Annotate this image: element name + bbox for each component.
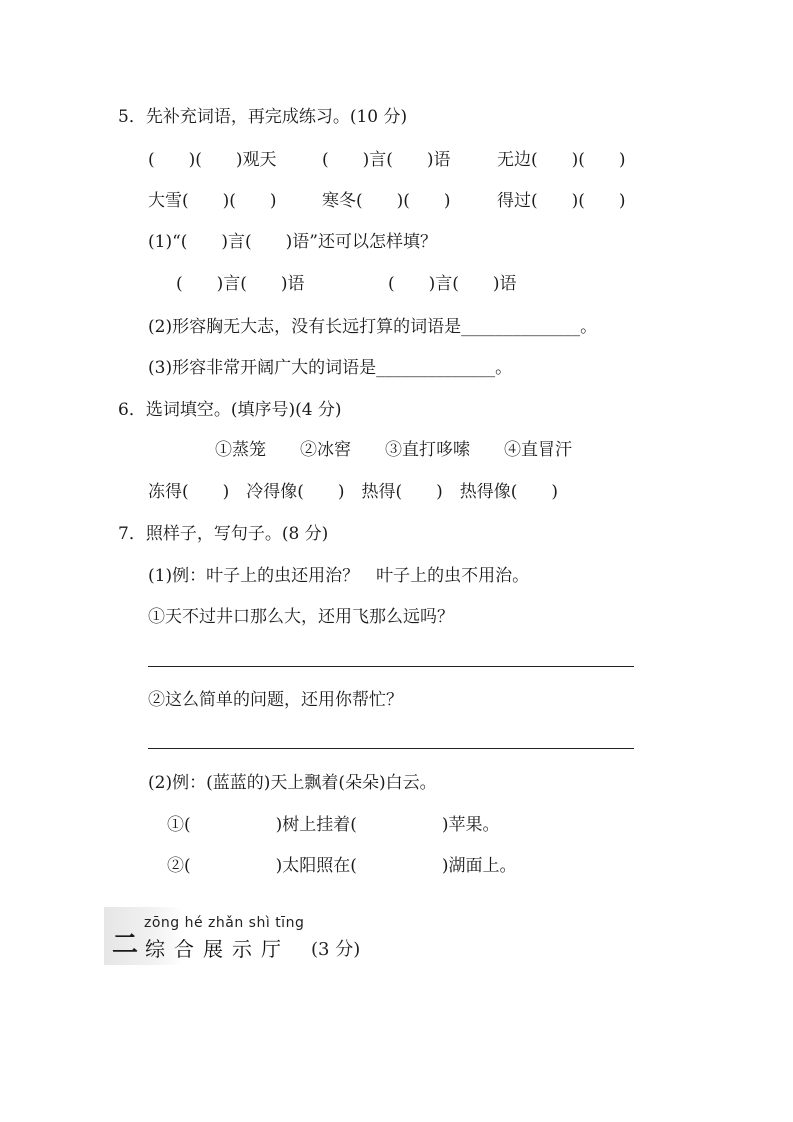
q7-item-2: ②这么简单的问题，还用你帮忙？ bbox=[148, 690, 403, 710]
q6-blanks[interactable]: 冻得( ) 冷得像( ) 热得( ) 热得像( ) bbox=[148, 482, 559, 502]
section-title: 综合展示厅 bbox=[145, 937, 290, 961]
q7-answer-line-2[interactable] bbox=[148, 748, 634, 749]
q6-options: ①蒸笼 ②冰窖 ③直打哆嗦 ④直冒汗 bbox=[215, 440, 572, 460]
q7-item-4[interactable]: ②( )太阳照在( )湖面上。 bbox=[167, 856, 517, 876]
q7-example-1: (1)例：叶子上的虫还用治？ 叶子上的虫不用治。 bbox=[148, 566, 530, 586]
q5-blank-idiom-3[interactable]: 无边( )( ) bbox=[497, 150, 626, 170]
q5-blank-idiom-6[interactable]: 得过( )( ) bbox=[497, 191, 626, 211]
q5-sub1-answer-1[interactable]: ( )言( )语 bbox=[176, 274, 305, 294]
q7-answer-line-1[interactable] bbox=[148, 666, 634, 667]
section-number: 二 bbox=[112, 930, 139, 960]
q5-blank-idiom-5[interactable]: 寒冬( )( ) bbox=[322, 191, 451, 211]
q5-blank-idiom-1[interactable]: ( )( )观天 bbox=[148, 150, 277, 170]
q5-blank-idiom-4[interactable]: 大雪( )( ) bbox=[148, 191, 277, 211]
section-pinyin: zōng hé zhǎn shì tīng bbox=[144, 915, 305, 931]
q5-sub1: (1)“( )言( )语”还可以怎样填？ bbox=[148, 232, 437, 252]
q5-sub2[interactable]: (2)形容胸无大志，没有长远打算的词语是______________。 bbox=[148, 317, 598, 337]
q7-item-3[interactable]: ①( )树上挂着( )苹果。 bbox=[167, 815, 500, 835]
q5-title: 5．先补充词语，再完成练习。(10 分) bbox=[118, 107, 408, 127]
q7-item-1: ①天不过井口那么大，还用飞那么远吗？ bbox=[148, 607, 454, 627]
q5-blank-idiom-2[interactable]: ( )言( )语 bbox=[322, 150, 451, 170]
q5-sub3[interactable]: (3)形容非常开阔广大的词语是______________。 bbox=[148, 358, 513, 378]
q7-example-2: (2)例：(蓝蓝的)天上飘着(朵朵)白云。 bbox=[148, 773, 437, 793]
section-score: (3 分) bbox=[311, 939, 361, 960]
q6-title: 6．选词填空。(填序号)(4 分) bbox=[118, 400, 342, 420]
q7-title: 7．照样子，写句子。(8 分) bbox=[118, 524, 329, 544]
q5-sub1-answer-2[interactable]: ( )言( )语 bbox=[388, 274, 517, 294]
